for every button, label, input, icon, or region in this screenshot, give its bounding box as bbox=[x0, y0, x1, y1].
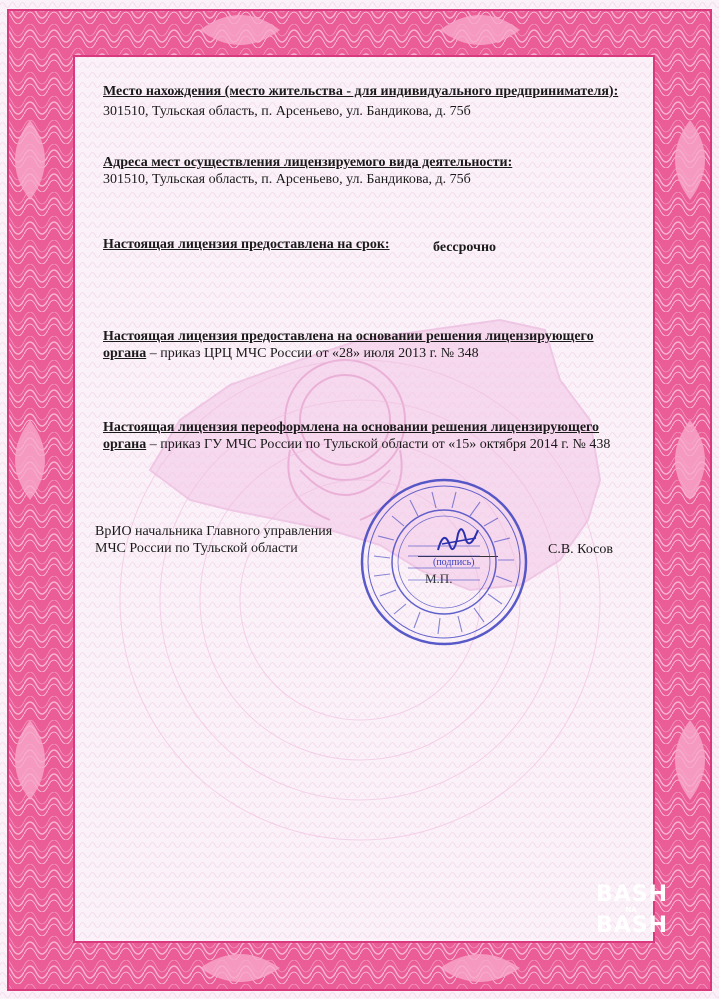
term-heading: Настоящая лицензия предоставлена на срок: bbox=[103, 237, 390, 252]
basis-value: – приказ ЦРЦ МЧС России от «28» июля 2013 г. № 348 bbox=[146, 346, 479, 361]
logo-line2: NA bbox=[625, 906, 637, 914]
addresses-heading: Адреса мест осуществления лицензируемого вида деятельности: bbox=[103, 155, 513, 170]
logo-line3: BASH bbox=[596, 913, 669, 938]
signature-caption: (подпись) bbox=[433, 557, 475, 568]
basis-heading-line2: органа bbox=[103, 346, 147, 361]
official-seal bbox=[358, 476, 530, 648]
seal-caption: М.П. bbox=[425, 571, 453, 586]
basis-heading-line1: Настоящая лицензия предоставлена на основании решения лицензирующего bbox=[103, 329, 594, 344]
reissue-heading-line2: органа bbox=[103, 437, 147, 452]
location-value: 301510, Тульская область, п. Арсеньево, ул. Бандикова, д. 75б bbox=[103, 104, 471, 119]
signer-position-line1: ВрИО начальника Главного управления bbox=[95, 524, 333, 539]
basis-line2 bbox=[103, 345, 479, 362]
logo-line1: BASH bbox=[596, 882, 669, 907]
term-value: бессрочно bbox=[433, 240, 497, 255]
reissue-line2 bbox=[103, 436, 610, 453]
signer-name: С.В. Косов bbox=[548, 542, 613, 557]
signer-position-line2: МЧС России по Тульской области bbox=[95, 541, 298, 556]
location-heading: Место нахождения (место жительства - для индивидуального предпринимателя): bbox=[103, 84, 619, 99]
addresses-value: 301510, Тульская область, п. Арсеньево, ул. Бандикова, д. 75б bbox=[103, 172, 471, 187]
reissue-value: – приказ ГУ МЧС России по Тульской области от «15» октября 2014 г. № 438 bbox=[146, 437, 611, 452]
bash-na-bash-logo bbox=[596, 882, 669, 944]
reissue-heading-line1: Настоящая лицензия переоформлена на основании решения лицензирующего bbox=[103, 420, 600, 435]
